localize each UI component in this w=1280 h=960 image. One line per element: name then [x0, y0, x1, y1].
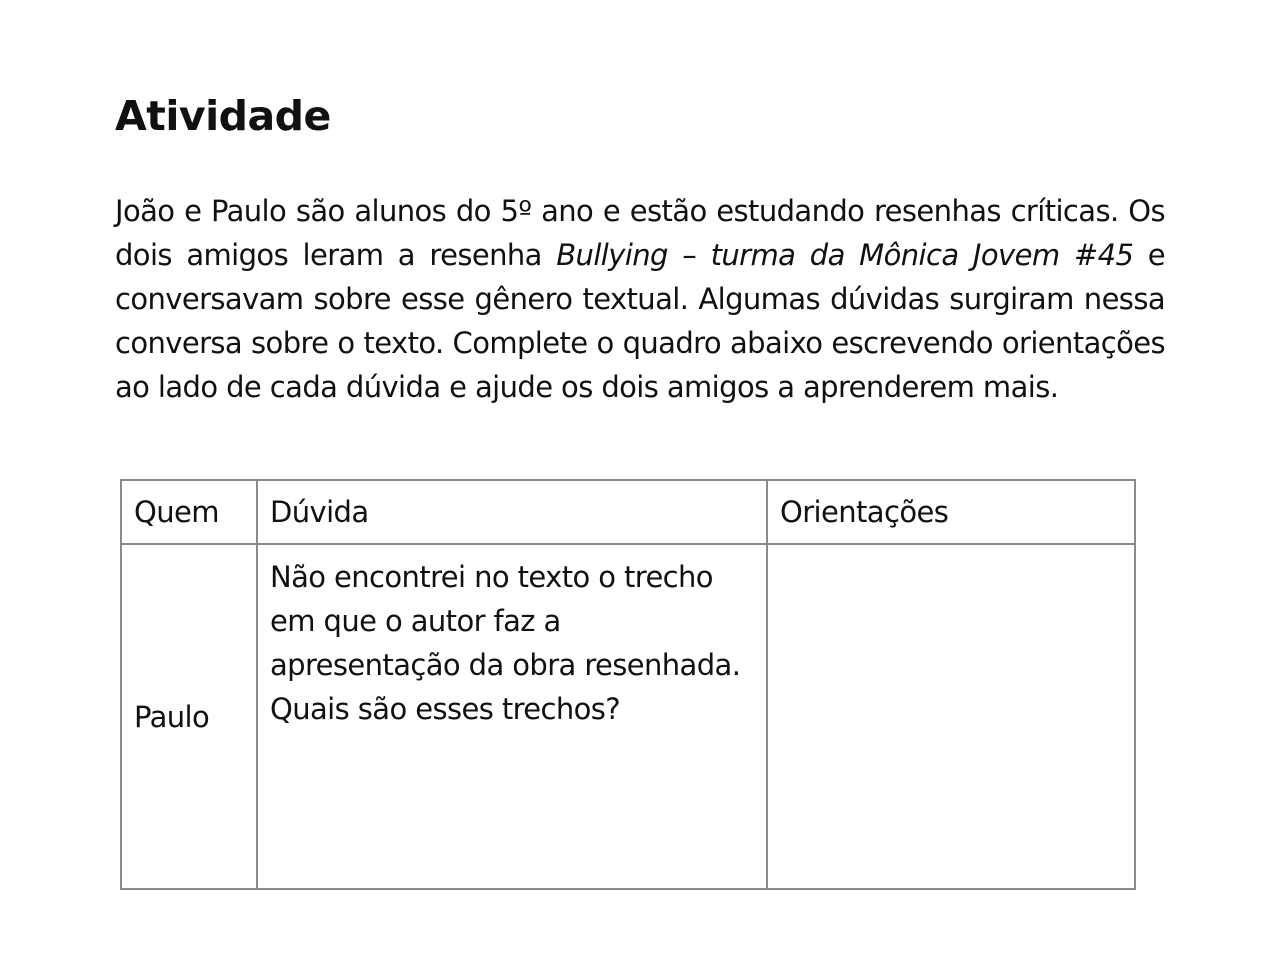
header-who: Quem — [121, 480, 257, 544]
activity-table — [120, 479, 1136, 890]
table-header-row — [121, 480, 1135, 544]
review-work-title: Bullying – turma da Mônica Jovem #45 — [556, 238, 1134, 272]
row-guidance-cell[interactable] — [767, 544, 1135, 889]
table-row — [121, 544, 1135, 889]
intro-text-start: João e Paulo são alunos do 5º ano e estão estudando resenhas críticas. Os dois amigos leram a resenha — [115, 194, 1165, 272]
row-doubt-cell: Não encontrei no texto o trecho em que o autor faz a apresentação da obra resenhada. Quais são esses trechos? — [257, 544, 767, 889]
intro-paragraph — [115, 189, 1165, 409]
page-title: Atividade — [115, 92, 331, 140]
row-who-cell: Paulo — [121, 544, 257, 889]
header-doubt: Dúvida — [257, 480, 767, 544]
header-guidance: Orientações — [767, 480, 1135, 544]
intro-text-end: e conversavam sobre esse gênero textual. Algumas dúvidas surgiram nessa conversa sobre o texto. Complete o quadro abaixo escrevendo orientações ao lado de cada dúvida e ajude os dois amigos a aprenderem mais. — [115, 238, 1165, 404]
